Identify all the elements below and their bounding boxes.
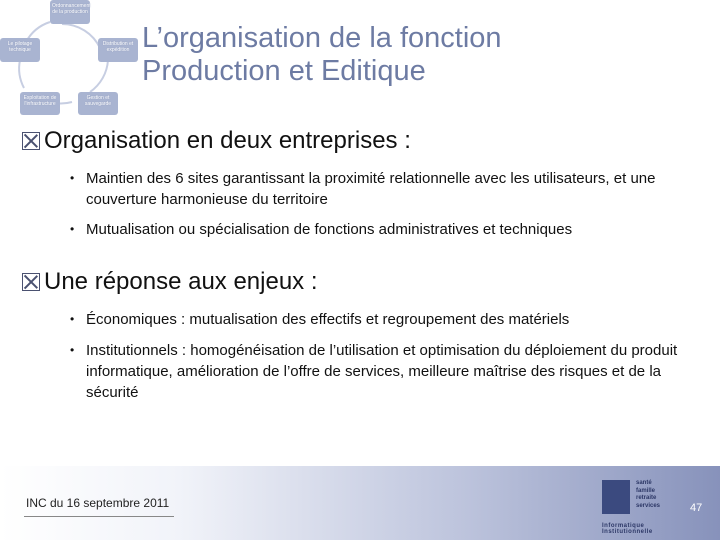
bullet-item (70, 219, 680, 240)
section-label: Une réponse aux enjeux : (44, 268, 318, 295)
slide-title (142, 22, 702, 88)
cycle-node-5: Le pilotage technique (7, 41, 33, 53)
logo-mark-icon (602, 480, 630, 514)
title-line-1: L’organisation de la fonction (142, 22, 502, 54)
logo-subtitle (602, 523, 653, 535)
bullet-text: Institutionnels : homogénéisation de l’utilisation et optimisation du déploiement du produit informatique, amélioration de l’offre de services, meilleure maîtrise des risques et de la sécurité (86, 342, 678, 401)
bullet-text: Maintien des 6 sites garantissant la proximité relationnelle avec les utilisateurs, et une couverture harmonieuse du territoire (86, 170, 656, 208)
logo-line-3: retraite (636, 495, 657, 501)
msa-logo (600, 480, 684, 536)
checkbox-x-icon (22, 132, 40, 150)
footer-text: INC du 16 septembre 2011 (26, 496, 170, 510)
title-line-2: Production et Editique (142, 55, 426, 87)
logo-tagline (636, 480, 660, 510)
section-label: Organisation en deux entreprises : (44, 127, 411, 154)
cycle-node-3: Gestion et sauvegarde (84, 95, 112, 107)
logo-line-2: famille (636, 487, 656, 494)
cycle-node-1: Ordonnancement de la production (52, 3, 91, 15)
page-number: 47 (690, 502, 703, 514)
footer-divider (24, 516, 174, 517)
logo-subtitle-2: Institutionnelle (602, 529, 653, 535)
bullet-dot-icon: • (70, 222, 75, 236)
checkbox-x-icon (22, 273, 40, 291)
section-enjeux (22, 268, 318, 296)
bullet-item (70, 168, 680, 210)
bullet-dot-icon: • (70, 171, 75, 185)
bullet-item (70, 309, 680, 330)
logo-subtitle-1: Informatique (602, 523, 645, 529)
cycle-diagram (0, 0, 140, 115)
bullet-text: Économiques : mutualisation des effectifs et regroupement des matériels (86, 311, 570, 328)
bullet-dot-icon: • (70, 312, 75, 326)
logo-line-1: santé (636, 480, 652, 486)
cycle-node-2: Distribution et expédition (102, 41, 134, 53)
bullet-dot-icon: • (70, 343, 75, 357)
cycle-node-4: Exploitation de l'infrastructure (23, 95, 57, 107)
bullet-text: Mutualisation ou spécialisation de fonctions administratives et techniques (86, 221, 573, 238)
cycle-diagram-graphic (0, 0, 140, 115)
logo-line-4: services (636, 502, 661, 509)
section-organisation (22, 127, 411, 155)
bullet-item (70, 340, 680, 403)
